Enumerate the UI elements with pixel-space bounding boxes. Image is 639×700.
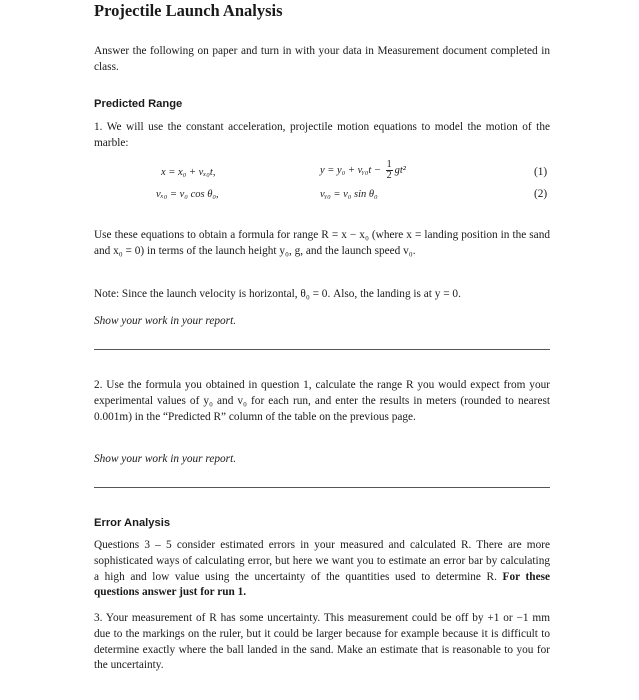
page-title: Projectile Launch Analysis bbox=[94, 1, 283, 20]
predicted-range-heading: Predicted Range bbox=[94, 98, 183, 110]
question-2: 2. Use the formula you obtained in question 1, calculate the range R you would expect from your experimental values of y₀ and v₀ for each run, and enter the results in meters (rounded to nearest 0.001m) in the “Predicted R” column of the table on the previous page. bbox=[94, 379, 550, 423]
equation-y-part-a: y = y₀ + vᵧ₀t − bbox=[320, 164, 384, 176]
show-work-2: Show your work in your report. bbox=[94, 453, 237, 465]
question-1-continued: Use these equations to obtain a formula for range R = x − x₀ (where x = landing position in the sand and x₀ = 0) in terms of the launch height y₀, g, and the launch speed v₀. bbox=[94, 229, 550, 257]
question-3: 3. Your measurement of R has some uncertainty. This measurement could be off by +1 or −1 mm due to the markings on the ruler, but it could be larger because for example because it is difficult to determine exactly where the ball landed in the sand. Make an estimate that is reasonable to you for the uncertainty. bbox=[94, 612, 550, 672]
equation-vx0: vₓ₀ = v₀ cos θ₀, bbox=[156, 189, 219, 200]
equation-y-position bbox=[320, 160, 406, 181]
show-work-1: Show your work in your report. bbox=[94, 315, 237, 327]
error-analysis-heading: Error Analysis bbox=[94, 517, 171, 529]
error-analysis-text: Questions 3 – 5 consider estimated errors in your measured and calculated R. There are more sophisticated ways of calculating error, but here we want you to estimate an error bar by calculating a high and low value using the uncertainty of the quantities used to determine R. bbox=[94, 539, 550, 583]
answer-line-2 bbox=[94, 487, 550, 488]
launch-note: Note: Since the launch velocity is horizontal, θ₀ = 0. Also, the landing is at y = 0. bbox=[94, 288, 461, 300]
equation-x-position: x = x₀ + vₓ₀t, bbox=[161, 167, 216, 178]
error-analysis-bold-note: For these questions answer just for run 1. bbox=[94, 570, 551, 599]
fraction-one-half bbox=[386, 160, 393, 181]
intro-paragraph: Answer the following on paper and turn in with your data in Measurement document completed in class. bbox=[94, 45, 550, 73]
equation-vy0: vᵧ₀ = v₀ sin θ₀ bbox=[320, 189, 378, 200]
fraction-numerator: 1 bbox=[386, 159, 392, 170]
equation-y-part-b: gt² bbox=[394, 164, 406, 176]
question-1: 1. We will use the constant acceleration, projectile motion equations to model the motion of the marble: bbox=[94, 121, 550, 149]
error-analysis-paragraph bbox=[94, 538, 550, 601]
fraction-denominator: 2 bbox=[386, 170, 392, 181]
equation-number-2: (2) bbox=[534, 188, 548, 200]
answer-line-1 bbox=[94, 349, 550, 350]
equation-number-1: (1) bbox=[534, 166, 548, 178]
